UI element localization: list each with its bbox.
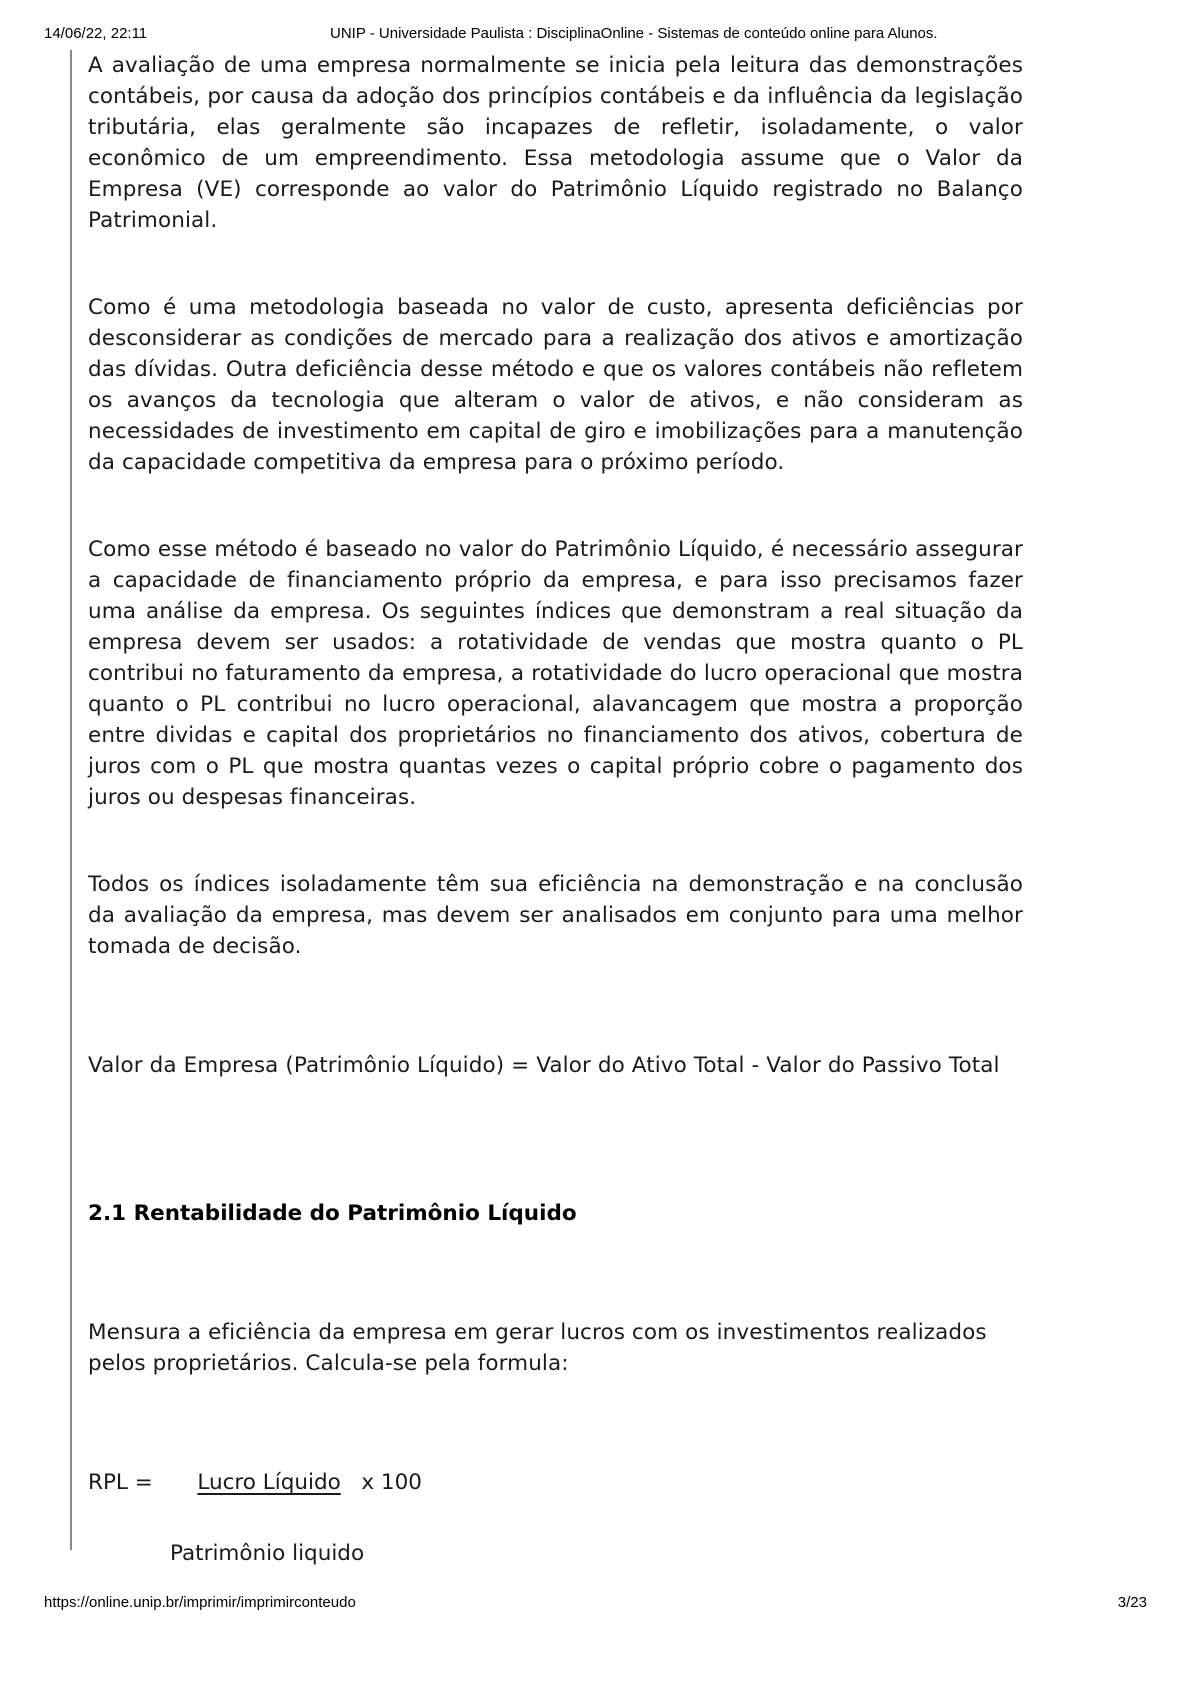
rpl-label: RPL = xyxy=(88,1470,153,1495)
paragraph-1: A avaliação de uma empresa normalmente se inicia pela leitura das demonstrações contábeis, por causa da adoção dos princípios contábeis e da influência da legislação tributária, elas geralmente são incapazes de refletir, isoladamente, o valor econômico de um empreendimento. Essa metodologia assume que o Valor da Empresa (VE) corresponde ao valor do Patrimônio Líquido registrado no Balanço Patrimonial. xyxy=(88,53,1023,233)
formula-gap xyxy=(88,1379,1023,1467)
print-footer xyxy=(0,1594,1191,1614)
print-footer-url: https://online.unip.br/imprimir/imprimirconteudo xyxy=(44,1594,356,1611)
rpl-multiplier: x 100 xyxy=(361,1470,422,1495)
formula-valor-empresa: Valor da Empresa (Patrimônio Líquido) = Valor do Ativo Total - Valor do Passivo Total xyxy=(88,1053,1000,1078)
rpl-formula-row-bottom xyxy=(88,1538,1023,1569)
rpl-numerator: Lucro Líquido xyxy=(197,1470,341,1495)
heading-gap xyxy=(88,1229,1023,1317)
rpl-formula-row-top xyxy=(88,1467,1023,1498)
section-gap xyxy=(88,1081,1023,1199)
paragraph-gap xyxy=(88,478,1023,534)
print-header-site-title: UNIP - Universidade Paulista : DisciplinaOnline - Sistemas de conteúdo online para Alunos. xyxy=(330,25,938,42)
paragraph-gap xyxy=(88,236,1023,292)
document-body xyxy=(88,50,1023,1569)
rpl-denominator: Patrimônio liquido xyxy=(170,1541,365,1566)
left-margin-rule xyxy=(70,50,72,1550)
paragraph-2: Como é uma metodologia baseada no valor de custo, apresenta deficiências por desconsiderar as condições de mercado para a realização dos ativos e amortização das dívidas. Outra deficiência desse método e que os valores contábeis não refletem os avanços da tecnologia que alteram o valor de ativos, e não consideram as necessidades de investimento em capital de giro e imobilizações para a manutenção da capacidade competitiva da empresa para o próximo período. xyxy=(88,295,1023,475)
section-intro-paragraph: Mensura a eficiência da empresa em gerar lucros com os investimentos realizados pelos proprietários. Calcula-se pela formula: xyxy=(88,1320,987,1376)
paragraph-gap xyxy=(88,813,1023,869)
section-heading-2-1: 2.1 Rentabilidade do Patrimônio Líquido xyxy=(88,1201,577,1226)
rpl-formula-block xyxy=(88,1467,1023,1569)
paragraph-4: Todos os índices isoladamente têm sua eficiência na demonstração e na conclusão da avaliação da empresa, mas devem ser analisados em conjunto para uma melhor tomada de decisão. xyxy=(88,872,1023,959)
print-footer-page-number: 3/23 xyxy=(1117,1594,1147,1611)
print-header-datetime: 14/06/22, 22:11 xyxy=(44,25,148,42)
paragraph-gap xyxy=(88,962,1023,1050)
paragraph-3: Como esse método é baseado no valor do Patrimônio Líquido, é necessário assegurar a capacidade de financiamento próprio da empresa, e para isso precisamos fazer uma análise da empresa. Os seguintes índices que demonstram a real situação da empresa devem ser usados: a rotatividade de vendas que mostra quanto o PL contribui no faturamento da empresa, a rotatividade do lucro operacional que mostra quanto o PL contribui no lucro operacional, alavancagem que mostra a proporção entre dividas e capital dos proprietários no financiamento dos ativos, cobertura de juros com o PL que mostra quantas vezes o capital próprio cobre o pagamento dos juros ou despesas financeiras. xyxy=(88,537,1023,810)
page-content-area xyxy=(0,50,1191,1566)
print-header xyxy=(0,25,1191,45)
